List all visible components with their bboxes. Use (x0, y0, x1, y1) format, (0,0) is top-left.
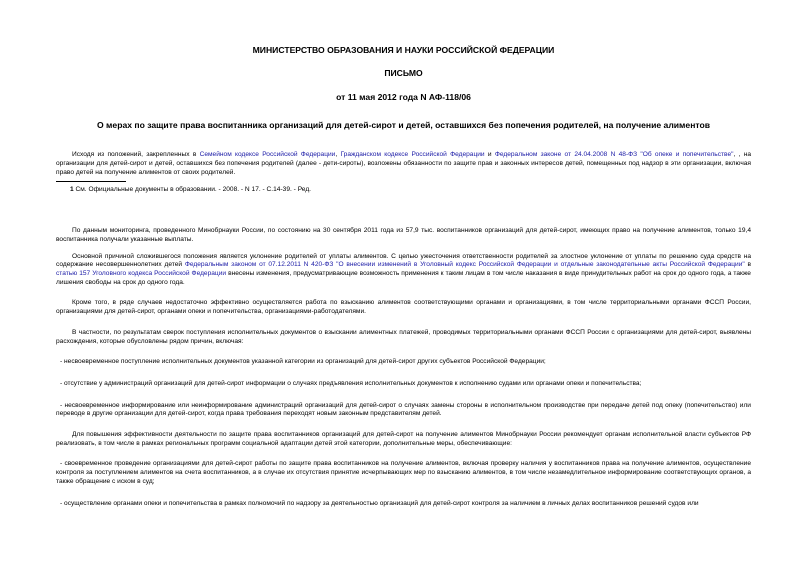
footnote (56, 186, 751, 195)
text-run: внесены изменения, предусматривающие возможность применения к таким лицам в том числе наказания в виде принудительных работ на срок до одного года, а также лишения свободы на срок до одного года. (56, 270, 751, 286)
list-item: - несвоевременное информирование или неинформирование администраций организаций для детей-сирот о случаях замены стороны в исполнительном производстве при передаче детей под опеку (попечительство) или переводе в другие организации для детей-сирот, когда права требования переходят новым законным представителям детей. (56, 401, 751, 418)
text-run: и (484, 151, 495, 159)
text-run: , (335, 151, 341, 159)
text-run: Основной причиной сложившегося положения является уклонение родителей от уплаты алиментов. С целью ужесточения ответственности родителей за злостное уклонение от уплаты по решению суда средств на содержание несовершеннолетних детей (56, 252, 751, 269)
document-date-number: от 11 мая 2012 года N АФ-118/06 (336, 91, 471, 102)
federal-law-48-link[interactable]: Федеральном законе от 24.04.2008 N 48-ФЗ "Об опеке и попечительстве" (494, 151, 734, 159)
list-item: - несвоевременное поступление исполнительных документов указанной категории из организаций для детей-сирот других субъектов Российской Федерации; (60, 358, 546, 366)
text-run: Исходя из положений, закрепленных в (72, 151, 200, 159)
criminal-code-article-157-link[interactable]: статью 157 Уголовного кодекса Российской Федерации (56, 270, 227, 277)
footnote-text: См. Официальные документы в образовании. - 2008. - N 17. - С.14-39. - Ред. (73, 186, 312, 194)
footnote-divider (56, 181, 126, 182)
footnote-marker: 1 (70, 186, 74, 194)
paragraph-monitoring: По данным мониторинга, проведенного Минобрнауки России, по состоянию на 30 сентября 2011 года из 57,9 тыс. воспитанников организаций для детей-сирот, имеющих право на получение алиментов, только 19,4 воспитанника получали указанные выплаты. (56, 227, 751, 243)
list-item: - отсутствие у администраций организаций для детей-сирот информации о случаях предъявления исполнительных документов к исполнению судами или органами опеки и попечительства; (60, 379, 642, 387)
document-subject: О мерах по защите права воспитанника организаций для детей-сирот и детей, оставшихся без попечения родителей, на получение алиментов (96, 120, 711, 131)
federal-law-420-link[interactable]: Федеральным законом от 07.12.2011 N 420-ФЗ "О внесении изменений в Уголовный кодекс Российской Федерации и отдельные законодательные акты Российской Федерации" (184, 261, 745, 269)
paragraph-recommendations: Для повышения эффективности деятельности по защите права воспитанников организаций для детей-сирот на получение алиментов Минобрнауки России рекомендует органам исполнительной власти субъектов РФ реализовать, в том числе в рамках региональных программ социальной адаптации детей этой категории, дополнительные меры, обеспечивающие: (56, 431, 751, 447)
family-code-link[interactable]: Семейном кодексе Российской Федерации (199, 151, 336, 159)
document-type: ПИСЬМО (384, 68, 423, 79)
list-item: - своевременное проведение организациями для детей-сирот работы по защите права воспитанников на получение алиментов, включая проверку наличия у воспитанников права на получение алиментов, осуществление контроля за поступлением алиментов на счета воспитанников, а в случае их отсутствия принятие исчерпывающих мер по взысканию алиментов, в том числе незамедлительное информирование соответствующих органов, а также обращение с иском в суд; (56, 460, 751, 485)
paragraph-insufficient-work: Кроме того, в ряде случаев недостаточно эффективно осуществляется работа по взысканию алиментов соответствующими органами и организациями, в том числе территориальными органами ФССП России, организациями для детей-сирот, органами опеки и попечительства, организациями-работодателями. (56, 299, 751, 316)
list-item: - осуществление органами опеки и попечительства в рамках полномочий по надзору за деятельностью организаций для детей-сирот контроля за наличием в личных делах воспитанников решений судов или (60, 499, 699, 507)
civil-code-link[interactable]: Гражданском кодексе Российской Федерации (340, 151, 485, 159)
ministry-heading: МИНИСТЕРСТВО ОБРАЗОВАНИЯ И НАУКИ РОССИЙСКОЙ ФЕДЕРАЦИИ (252, 45, 555, 55)
paragraph-reconciliation: В частности, по результатам сверок поступления исполнительных документов о взыскании алиментных платежей, проводимых территориальными органами ФССП России с организациями для детей-сирот, выявлены расхождения, которые обусловлены рядом причин, включая: (56, 328, 751, 345)
paragraph-legal-basis (56, 151, 751, 177)
text-run: в (744, 261, 751, 269)
paragraph-main-cause (56, 253, 751, 288)
text-run: , , на организации для детей-сирот и детей, оставшихся без попечения родителей (далее - дети-сироты), возложены обязанности по защите прав и законных интересов детей, помещенных под надзор в эти организации, включая право детей на получение алиментов от своих родителей. (56, 151, 752, 176)
